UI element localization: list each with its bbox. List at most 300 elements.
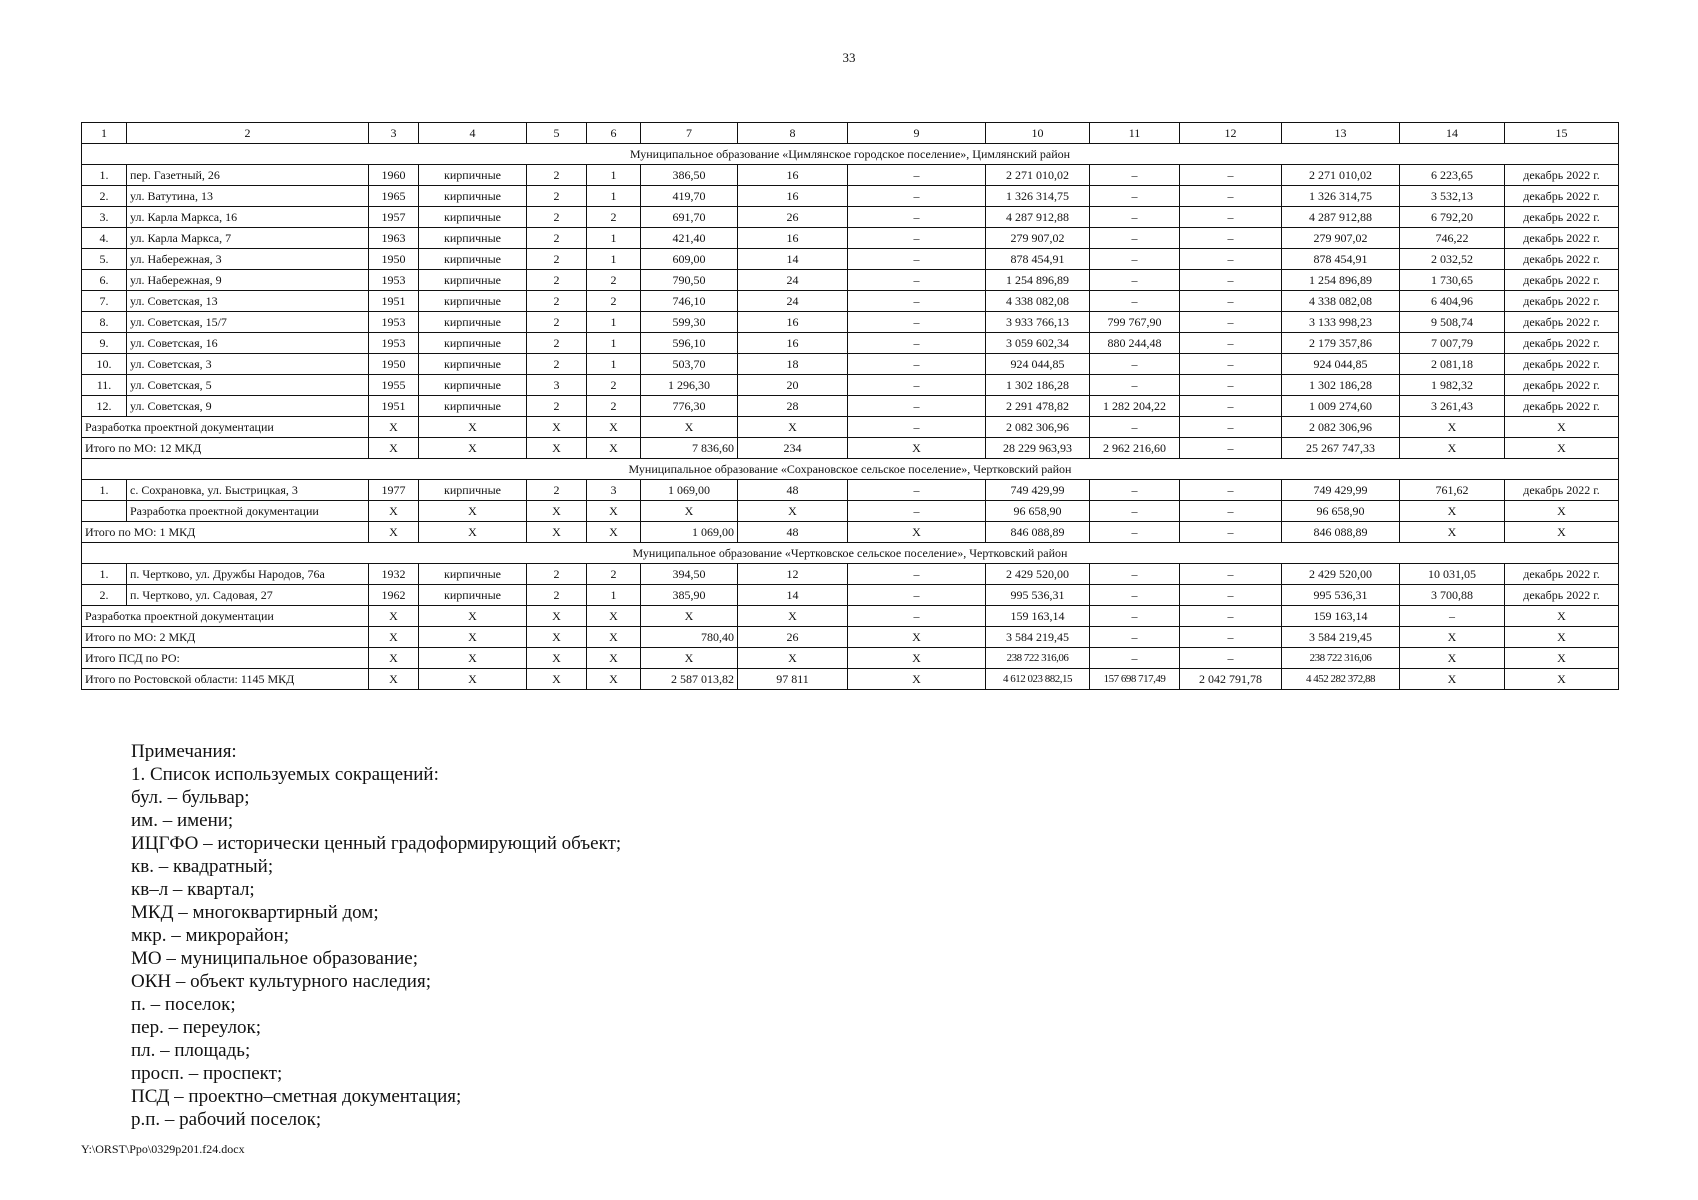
table-cell: 2 [587,291,641,312]
table-cell: 16 [738,312,848,333]
table-cell: 1 [587,312,641,333]
table-cell: 3 532,13 [1400,186,1505,207]
table-cell: кирпичные [419,249,527,270]
column-header: 1 [82,123,127,144]
table-cell: – [1180,606,1282,627]
table-cell: X [587,648,641,669]
table-row [82,270,1619,291]
table-cell: – [1090,522,1180,543]
total-label: Итого по Ростовской области: 1145 МКД [82,669,369,690]
table-cell: 599,30 [641,312,738,333]
table-cell: 1950 [369,354,419,375]
note-line: пер. – переулок; [131,1017,262,1038]
table-cell: X [848,648,986,669]
table-cell: 96 658,90 [986,501,1090,522]
table-cell: – [1180,207,1282,228]
table-cell: ул. Советская, 5 [127,375,369,396]
table-cell: – [848,501,986,522]
table-cell: X [587,522,641,543]
table-cell: – [1180,564,1282,585]
table-cell: 2 271 010,02 [1282,165,1400,186]
table-cell: X [1505,669,1619,690]
table-row [82,333,1619,354]
table-cell: 3 [527,375,587,396]
table-cell: 2 [587,207,641,228]
note-line: ОКН – объект культурного наследия; [131,971,431,992]
table-cell: – [1400,606,1505,627]
column-header: 8 [738,123,848,144]
table-cell: 1 [587,249,641,270]
note-line: Примечания: [131,741,237,762]
table-cell: 12. [82,396,127,417]
table-cell: кирпичные [419,354,527,375]
table-cell: 6 223,65 [1400,165,1505,186]
table-cell: 5. [82,249,127,270]
table-cell: X [369,522,419,543]
table-cell: 157 698 717,49 [1090,669,1180,690]
table-cell: кирпичные [419,396,527,417]
table-cell: X [848,627,986,648]
table-cell: кирпичные [419,564,527,585]
table-cell: 159 163,14 [986,606,1090,627]
column-header: 4 [419,123,527,144]
table-cell: – [1090,648,1180,669]
table-cell: – [848,333,986,354]
table-cell: X [419,522,527,543]
table-cell: X [1400,438,1505,459]
table-cell: 2 042 791,78 [1180,669,1282,690]
table-cell: кирпичные [419,333,527,354]
table-cell: – [1090,375,1180,396]
table-cell: – [1180,291,1282,312]
table-cell: 2. [82,585,127,606]
table-cell: 48 [738,522,848,543]
table-cell: 2 [527,354,587,375]
table-cell: – [1180,438,1282,459]
table-cell: 776,30 [641,396,738,417]
table-cell: 10 031,05 [1400,564,1505,585]
table-cell: 2 [527,396,587,417]
table-cell: – [848,480,986,501]
table-cell: 97 811 [738,669,848,690]
table-cell: 2 429 520,00 [1282,564,1400,585]
table-cell: X [848,669,986,690]
table-cell: кирпичные [419,585,527,606]
table-cell: 16 [738,186,848,207]
table-cell: ул. Набережная, 9 [127,270,369,291]
table-cell: 2 [527,249,587,270]
table-row [82,564,1619,585]
table-cell: ул. Карла Маркса, 7 [127,228,369,249]
table-cell: X [1400,648,1505,669]
table-cell: 4 287 912,88 [1282,207,1400,228]
table-cell: декабрь 2022 г. [1505,312,1619,333]
total-row [82,417,1619,438]
table-cell: 24 [738,291,848,312]
table-cell: 159 163,14 [1282,606,1400,627]
table-cell: 1932 [369,564,419,585]
table-cell: ул. Ватутина, 13 [127,186,369,207]
table-cell: – [1090,627,1180,648]
table-cell: п. Чертково, ул. Дружбы Народов, 76а [127,564,369,585]
table-cell: X [369,417,419,438]
table-cell: – [848,291,986,312]
table-cell: 419,70 [641,186,738,207]
table-cell: 761,62 [1400,480,1505,501]
column-header: 10 [986,123,1090,144]
table-cell: ул. Карла Маркса, 16 [127,207,369,228]
note-line: кв–л – квартал; [131,879,255,900]
table-cell: 1 326 314,75 [1282,186,1400,207]
note-line: МО – муниципальное образование; [131,948,419,969]
table-cell: 1963 [369,228,419,249]
table-cell: 3. [82,207,127,228]
table-cell: пер. Газетный, 26 [127,165,369,186]
table-row [82,249,1619,270]
table-cell: X [1505,417,1619,438]
table-cell: 924 044,85 [986,354,1090,375]
table-cell: 1 069,00 [641,522,738,543]
table-cell: кирпичные [419,480,527,501]
table-cell: – [1180,354,1282,375]
table-cell: декабрь 2022 г. [1505,207,1619,228]
table-cell: 6 404,96 [1400,291,1505,312]
table-cell: X [419,669,527,690]
table-cell: 995 536,31 [1282,585,1400,606]
table-cell: – [1180,501,1282,522]
section-row [82,459,1619,480]
table-cell: 1 302 186,28 [1282,375,1400,396]
column-header: 5 [527,123,587,144]
table-cell: – [1180,333,1282,354]
table-cell: 924 044,85 [1282,354,1400,375]
table-cell: X [419,648,527,669]
repair-schedule-table [81,122,1619,690]
table-cell: – [848,228,986,249]
table-cell: – [1090,165,1180,186]
note-line: просп. – проспект; [131,1063,283,1084]
table-cell: 749 429,99 [1282,480,1400,501]
table-cell: 1 [587,585,641,606]
table-cell: X [1505,648,1619,669]
table-cell: – [1180,396,1282,417]
table-cell: 1 009 274,60 [1282,396,1400,417]
table-cell: декабрь 2022 г. [1505,333,1619,354]
table-cell: кирпичные [419,312,527,333]
total-row [82,606,1619,627]
table-cell: X [738,648,848,669]
table-cell: – [1090,270,1180,291]
table-row [82,165,1619,186]
table-cell: – [1180,648,1282,669]
table-cell: 2 [527,165,587,186]
table-cell: 2 [527,291,587,312]
total-row [82,438,1619,459]
table-cell: X [527,627,587,648]
table-cell: 746,22 [1400,228,1505,249]
table-cell: – [1090,207,1180,228]
table-cell: кирпичные [419,165,527,186]
table-cell: X [587,669,641,690]
table-cell: 878 454,91 [986,249,1090,270]
table-cell: 238 722 316,06 [986,648,1090,669]
note-line: им. – имени; [131,810,234,831]
table-cell: 4 612 023 882,15 [986,669,1090,690]
table-cell: – [848,585,986,606]
table-cell: ул. Советская, 3 [127,354,369,375]
table-cell: 16 [738,165,848,186]
table-cell: 16 [738,228,848,249]
table-cell: 746,10 [641,291,738,312]
total-label: Итого по МО: 12 МКД [82,438,369,459]
file-path-footer: Y:\ORST\Ppo\0329p201.f24.docx [81,1142,245,1156]
table-cell: – [1090,291,1180,312]
table-cell: декабрь 2022 г. [1505,249,1619,270]
table-cell: 2 [587,270,641,291]
table-cell: 386,50 [641,165,738,186]
table-cell: 1 [587,186,641,207]
table-cell: 995 536,31 [986,585,1090,606]
table-cell: кирпичные [419,207,527,228]
table-cell: X [369,669,419,690]
table-cell: 2 429 520,00 [986,564,1090,585]
table-row [82,291,1619,312]
table-cell: 96 658,90 [1282,501,1400,522]
table-cell: 1 254 896,89 [1282,270,1400,291]
table-cell: 1951 [369,291,419,312]
table-cell: 1 730,65 [1400,270,1505,291]
column-header: 3 [369,123,419,144]
column-header: 7 [641,123,738,144]
table-cell: 24 [738,270,848,291]
table-cell: ул. Советская, 16 [127,333,369,354]
table-cell: кирпичные [419,375,527,396]
table-cell: 2 962 216,60 [1090,438,1180,459]
table-cell: 1950 [369,249,419,270]
table-cell: декабрь 2022 г. [1505,375,1619,396]
table-cell: X [587,627,641,648]
table-cell: 799 767,90 [1090,312,1180,333]
table-cell: – [1090,417,1180,438]
column-header: 11 [1090,123,1180,144]
table-cell: ул. Советская, 9 [127,396,369,417]
table-cell: 3 261,43 [1400,396,1505,417]
column-header: 2 [127,123,369,144]
table-cell: X [738,606,848,627]
section-title: Муниципальное образование «Чертковское сельское поселение», Чертковский район [82,543,1619,564]
table-cell: 3 059 602,34 [986,333,1090,354]
table-cell: – [1180,417,1282,438]
table-cell: X [527,438,587,459]
table-cell: – [848,186,986,207]
table-cell [82,501,127,522]
table-cell: – [848,564,986,585]
table-cell: – [848,606,986,627]
table-cell: X [1400,501,1505,522]
table-cell: 394,50 [641,564,738,585]
table-cell: X [369,606,419,627]
table-cell: 1 326 314,75 [986,186,1090,207]
table-cell: кирпичные [419,186,527,207]
table-cell: X [369,648,419,669]
note-line: 1. Список используемых сокращений: [131,764,439,785]
note-line: р.п. – рабочий поселок; [131,1109,322,1130]
table-cell: 1965 [369,186,419,207]
table-cell: 2 587 013,82 [641,669,738,690]
table-cell: – [1180,165,1282,186]
table-cell: декабрь 2022 г. [1505,585,1619,606]
total-row [82,627,1619,648]
table-cell: 1 [587,165,641,186]
table-cell: 2 081,18 [1400,354,1505,375]
table-cell: 421,40 [641,228,738,249]
table-cell: 1 302 186,28 [986,375,1090,396]
table-cell: X [1505,501,1619,522]
table-cell: 8. [82,312,127,333]
table-cell: 1962 [369,585,419,606]
table-cell: 7 007,79 [1400,333,1505,354]
table-cell: – [1180,186,1282,207]
table-cell: X [369,501,419,522]
table-cell: 2 082 306,96 [986,417,1090,438]
table-cell: – [1090,501,1180,522]
column-header: 13 [1282,123,1400,144]
total-row [82,522,1619,543]
table-cell: 2 [527,228,587,249]
table-cell: X [641,501,738,522]
total-row [82,648,1619,669]
table-cell: 18 [738,354,848,375]
table-cell: 1. [82,480,127,501]
table-cell: – [1090,354,1180,375]
table-cell: 1960 [369,165,419,186]
table-cell: 2 291 478,82 [986,396,1090,417]
table-cell: X [587,438,641,459]
table-cell: 878 454,91 [1282,249,1400,270]
table-cell: 1957 [369,207,419,228]
table-cell: декабрь 2022 г. [1505,291,1619,312]
table-cell: X [848,522,986,543]
section-title: Муниципальное образование «Цимлянское городское поселение», Цимлянский район [82,144,1619,165]
table-cell: 48 [738,480,848,501]
table-cell: 691,70 [641,207,738,228]
table-cell: с. Сохрановка, ул. Быстрицкая, 3 [127,480,369,501]
table-cell: X [1505,627,1619,648]
table-cell: – [1090,249,1180,270]
table-cell: 234 [738,438,848,459]
table-cell: кирпичные [419,228,527,249]
table-cell: X [848,438,986,459]
table-cell: – [1090,480,1180,501]
table-cell: 3 [587,480,641,501]
note-line: п. – поселок; [131,994,236,1015]
total-row [82,669,1619,690]
table-cell: кирпичные [419,270,527,291]
table-cell: 596,10 [641,333,738,354]
table-cell: Разработка проектной документации [127,501,369,522]
table-header-row [82,123,1619,144]
table-cell: 7. [82,291,127,312]
table-cell: X [587,606,641,627]
note-line: ПСД – проектно–сметная документация; [131,1086,462,1107]
table-cell: 749 429,99 [986,480,1090,501]
table-cell: 3 700,88 [1400,585,1505,606]
table-cell: декабрь 2022 г. [1505,186,1619,207]
table-cell: X [419,606,527,627]
table-cell: 2 [527,312,587,333]
table-cell: ул. Советская, 15/7 [127,312,369,333]
table-cell: X [369,438,419,459]
note-line: пл. – площадь; [131,1040,251,1061]
table-row [82,396,1619,417]
table-cell: 503,70 [641,354,738,375]
table-cell: X [587,501,641,522]
table-cell: X [1400,522,1505,543]
table-cell: 1. [82,165,127,186]
table-cell: – [848,396,986,417]
table-cell: декабрь 2022 г. [1505,354,1619,375]
column-header: 14 [1400,123,1505,144]
table-cell: 2 [527,270,587,291]
page-number: 33 [842,50,856,65]
table-cell: 14 [738,585,848,606]
table-cell: 3 933 766,13 [986,312,1090,333]
table-cell: 2 082 306,96 [1282,417,1400,438]
table-cell: X [369,627,419,648]
table-cell: X [527,522,587,543]
table-cell: 846 088,89 [1282,522,1400,543]
table-cell: 609,00 [641,249,738,270]
table-cell: – [848,312,986,333]
total-label: Итого по МО: 2 МКД [82,627,369,648]
table-cell: X [1505,522,1619,543]
table-cell: 3 133 998,23 [1282,312,1400,333]
table-cell: X [641,606,738,627]
table-cell: 2 [527,564,587,585]
table-cell: декабрь 2022 г. [1505,396,1619,417]
table-cell: 2 [587,396,641,417]
table-cell: 1 282 204,22 [1090,396,1180,417]
table-row [82,186,1619,207]
table-cell: 20 [738,375,848,396]
column-header: 6 [587,123,641,144]
table-cell: 1 296,30 [641,375,738,396]
table-cell: 1 [587,333,641,354]
table-cell: 2. [82,186,127,207]
table-cell: – [1180,375,1282,396]
table-cell: 238 722 316,06 [1282,648,1400,669]
table-cell: 2 032,52 [1400,249,1505,270]
total-label: Итого ПСД по РО: [82,648,369,669]
table-cell: 9. [82,333,127,354]
table-cell: 1951 [369,396,419,417]
table-row [82,480,1619,501]
table-cell: 26 [738,627,848,648]
table-cell: X [1400,627,1505,648]
table-cell: декабрь 2022 г. [1505,228,1619,249]
table-cell: – [1090,585,1180,606]
table-cell: X [641,417,738,438]
table-cell: 6 792,20 [1400,207,1505,228]
table-cell: 1953 [369,333,419,354]
table-cell: 28 229 963,93 [986,438,1090,459]
table-cell: – [1090,606,1180,627]
table-cell: 2 [527,480,587,501]
table-cell: – [848,207,986,228]
table-cell: X [419,438,527,459]
table-row [82,207,1619,228]
table-cell: 1953 [369,270,419,291]
